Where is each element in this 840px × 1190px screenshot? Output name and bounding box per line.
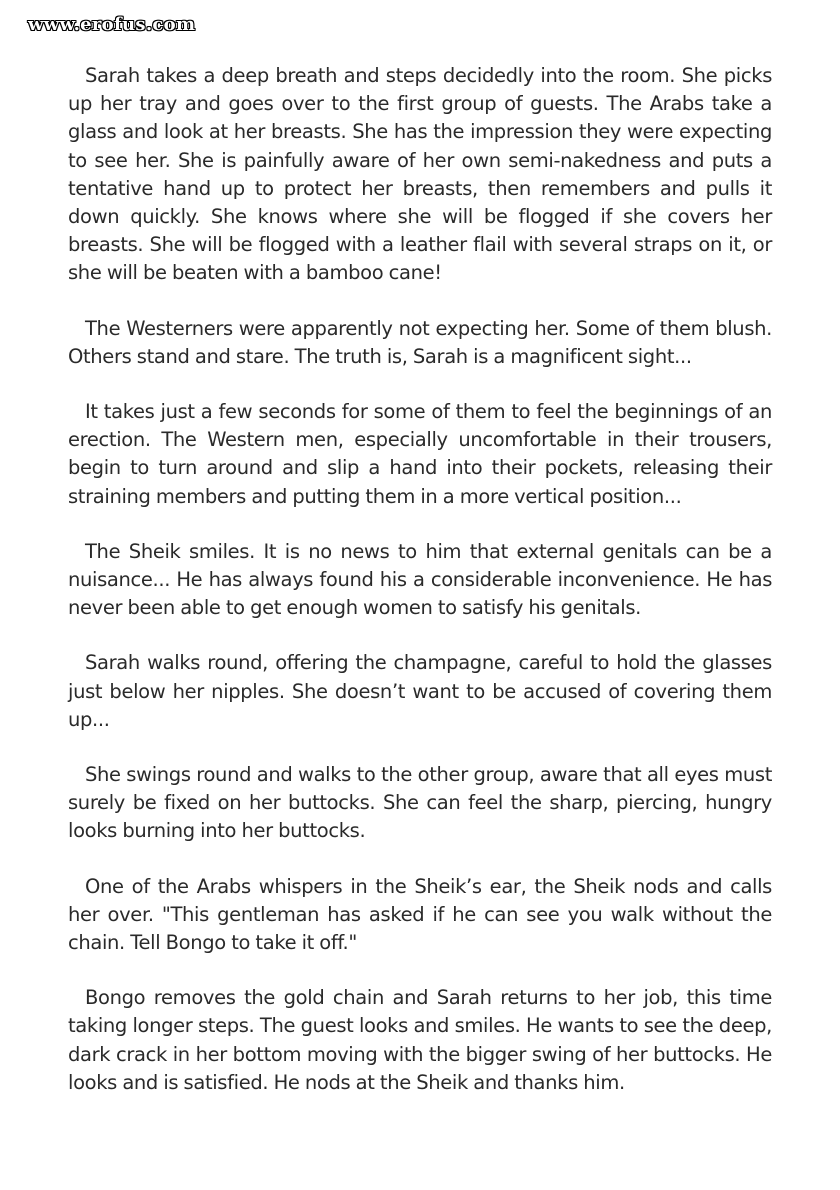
- story-text-body: [68, 62, 772, 1124]
- paragraph-4: The Sheik smiles. It is no news to him that external genitals can be a nuisance... He has always found his a considerable inconvenience. He has never been able to get enough women to satisfy his genitals.: [68, 539, 772, 620]
- paragraph-7: One of the Arabs whispers in the Sheik’s ear, the Sheik nods and calls her over. "This gentleman has asked if he can see you walk without the chain. Tell Bongo to take it off.": [68, 874, 772, 955]
- paragraph-3: It takes just a few seconds for some of them to feel the beginnings of an erection. The Western men, especially uncomfortable in their trousers, begin to turn around and slip a hand into their pockets, releasing their straining members and putting them in a more vertical position...: [68, 400, 772, 508]
- paragraph-8: Bongo removes the gold chain and Sarah returns to her job, this time taking longer steps. The guest looks and smiles. He wants to see the deep, dark crack in her bottom moving with the bigger swing of her buttocks. He looks and is satisfied. He nods at the Sheik and thanks him.: [68, 986, 772, 1094]
- paragraph-6: She swings round and walks to the other group, aware that all eyes must surely be fixed on her buttocks. She can feel the sharp, piercing, hungry looks burning into her buttocks.: [68, 763, 772, 843]
- paragraph-1: Sarah takes a deep breath and steps decidedly into the room. She picks up her tray and goes over to the first group of guests. The Arabs take a glass and look at her breasts. She has the impression they were expecting to see her. She is painfully aware of her own semi-nakedness and puts a tentative hand up to protect her breasts, then remembers and pulls it down quickly. She knows where she will be flogged if she covers her breasts. She will be flogged with a leather flail with several straps on it, or she will be beaten with a bamboo cane!: [68, 64, 772, 285]
- paragraph-5: Sarah walks round, offering the champagne, careful to hold the glasses just below her nipples. She doesn’t want to be accused of covering them up...: [68, 651, 772, 731]
- watermark-text: www.erofus.com: [28, 14, 196, 35]
- paragraph-2: The Westerners were apparently not expecting her. Some of them blush. Others stand and stare. The truth is, Sarah is a magnificent sight...: [68, 316, 772, 368]
